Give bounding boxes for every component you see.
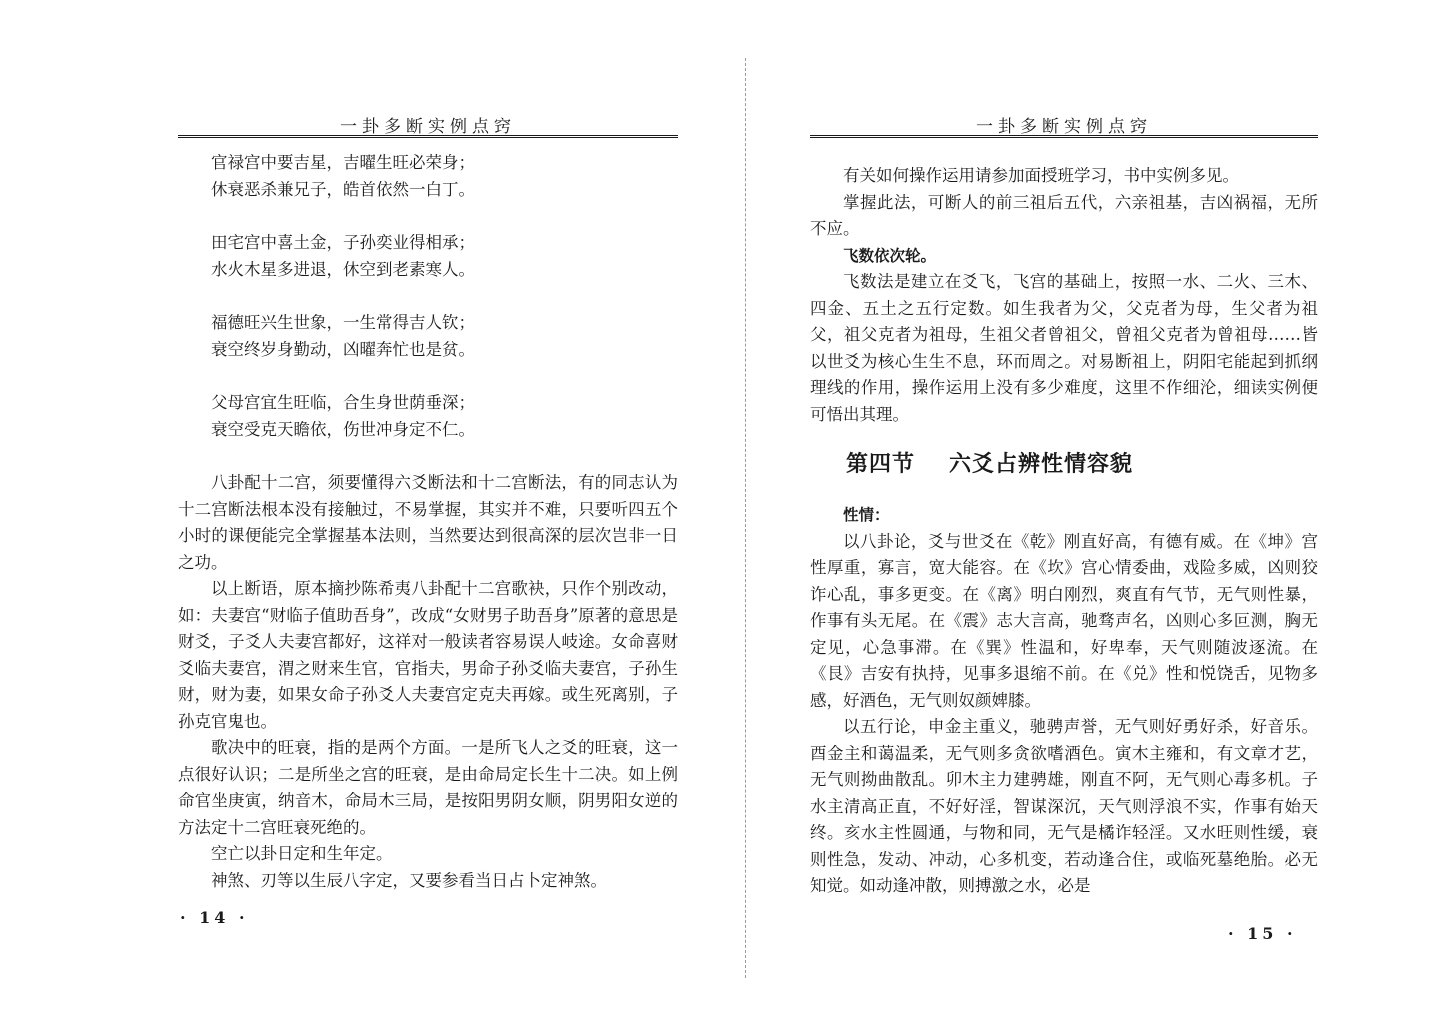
body-paragraph: 掌握此法，可断人的前三祖后五代，六亲祖基，吉凶祸福，无所不应。 xyxy=(810,192,1318,238)
subheading: 性情： xyxy=(843,506,890,524)
body-paragraph: 有关如何操作运用请参加面授班学习，书中实例多见。 xyxy=(843,166,1239,185)
verse-line: 田宅宫中喜土金，子孙奕业得相承； xyxy=(211,233,475,252)
left-page-body xyxy=(178,150,678,894)
body-paragraph: 神煞、刃等以生辰八字定，又要参看当日占卜定神煞。 xyxy=(211,870,607,890)
right-running-head: 一卦多断实例点窍 xyxy=(976,117,1152,137)
verse-line: 休衰恶杀兼兄子，皓首依然一白丁。 xyxy=(211,179,475,199)
subheading: 飞数依次轮。 xyxy=(843,246,937,265)
body-paragraph: 以五行论，申金主重义，驰骋声誉，无气则好勇好杀，好音乐。酉金主和蔼温柔，无气则多贪欲嗜酒色。寅木主雍和，有文章才艺，无气则拗曲散乱。卯木主力建骋雄，刚直不阿，无气则心毒多机。子水主清高正直，不好好淫，智谋深沉，天气则浮浪不实，作事有始天终。亥水主性圆通，与物和同，无气是橘诈轻淫。又水旺则性缓，衰则性急，发动、冲动，心多机变，若动逢合住，或临死墓绝胎。必无知觉。如动逢冲散，则搏激之水，必是 xyxy=(810,717,1318,895)
left-header-rule xyxy=(178,135,678,138)
body-paragraph: 歌决中的旺衰，指的是两个方面。一是所飞人之爻的旺衰，这一点很好认识；二是所坐之宫的旺衰，是由命局定长生十二决。如上例命官坐庚寅，纳音木，命局木三局，是按阳男阴女顺，阴男阳女逆的方法定十二宫旺衰死绝的。 xyxy=(178,738,678,837)
section-heading xyxy=(810,450,1318,480)
verse-line: 官禄宫中要吉星，吉曜生旺必荣身； xyxy=(211,153,475,172)
verse-line: 衰空受克天瞻依，伤世冲身定不仁。 xyxy=(211,419,475,439)
verse-line: 衰空终岁身勤动，凶曜奔忙也是贫。 xyxy=(211,339,475,359)
verse-stanza xyxy=(178,310,678,363)
verse-line: 福德旺兴生世象，一生常得吉人钦； xyxy=(211,313,475,332)
section-title: 六爻占辨性情容貌 xyxy=(949,452,1134,477)
right-page-body xyxy=(810,163,1318,900)
verse-line: 父母宫宜生旺临，合生身世荫垂深； xyxy=(211,393,475,412)
left-page-number: · 14 · xyxy=(180,908,249,927)
verse-stanza xyxy=(178,230,678,283)
body-paragraph: 空亡以卦日定和生年定。 xyxy=(211,844,393,863)
verse-stanza xyxy=(178,390,678,443)
verse-line: 水火木星多进退，休空到老素寒人。 xyxy=(211,259,475,279)
body-paragraph: 八卦配十二宫，须要懂得六爻断法和十二宫断法，有的同志认为十二宫断法根本没有接触过，不易掌握，其实并不难，只要听四五个小时的课便能完全掌握基本法则，当然要达到很高深的层次岂非一日之功。 xyxy=(178,473,678,572)
left-running-head: 一卦多断实例点窍 xyxy=(340,117,516,137)
right-header-rule xyxy=(810,135,1318,138)
verse-stanza xyxy=(178,150,678,203)
right-page-number: · 15 · xyxy=(1228,924,1297,943)
body-paragraph: 飞数法是建立在爻飞，飞宫的基础上，按照一水、二火、三木、四金、五土之五行定数。如生我者为父，父克者为母，生父者为祖父，祖父克者为祖母，生祖父者曾祖父，曾祖父克者为曾祖母……皆以世爻为核心生生不息，环而周之。对易断祖上，阴阳宅能起到抓纲理线的作用，操作运用上没有多少难度，这里不作细沦，细读实例便可悟出其理。 xyxy=(810,272,1318,424)
body-paragraph: 以八卦论，爻与世爻在《乾》刚直好高，有德有威。在《坤》宫性厚重，寡言，宽大能容。在《坎》宫心情委曲，戏险多威，凶则狡诈心乱，事多更变。在《离》明白刚烈，爽直有气节，无气则性暴，作事有头无尾。在《震》志大言高，驰骛声名，凶则心多叵测，胸无定见，心急事滞。在《巽》性温和，好卑奉，天气则随波逐流。在《艮》吉安有执持，见事多退缩不前。在《兑》性和悦饶舌，见物多感，好酒色，无气则奴颜婢膝。 xyxy=(810,531,1318,710)
page-fold xyxy=(745,58,746,978)
section-number: 第四节 xyxy=(846,452,916,477)
body-paragraph: 以上断语，原本摘抄陈希夷八卦配十二宫歌袂，只作个别改动，如：夫妻宫“财临子值助吾身”，改成“女财男子助吾身”原著的意思是财爻，子爻人夫妻宫都好，这祥对一般读者容易误人岐途。女命喜财爻临夫妻宫，渭之财来生官，官指夫，男命子孙爻临夫妻宫，子孙生财，财为妻，如果女命子孙爻人夫妻宫定克夫再嫁。或生死离别，子孙克官鬼也。 xyxy=(178,579,678,731)
